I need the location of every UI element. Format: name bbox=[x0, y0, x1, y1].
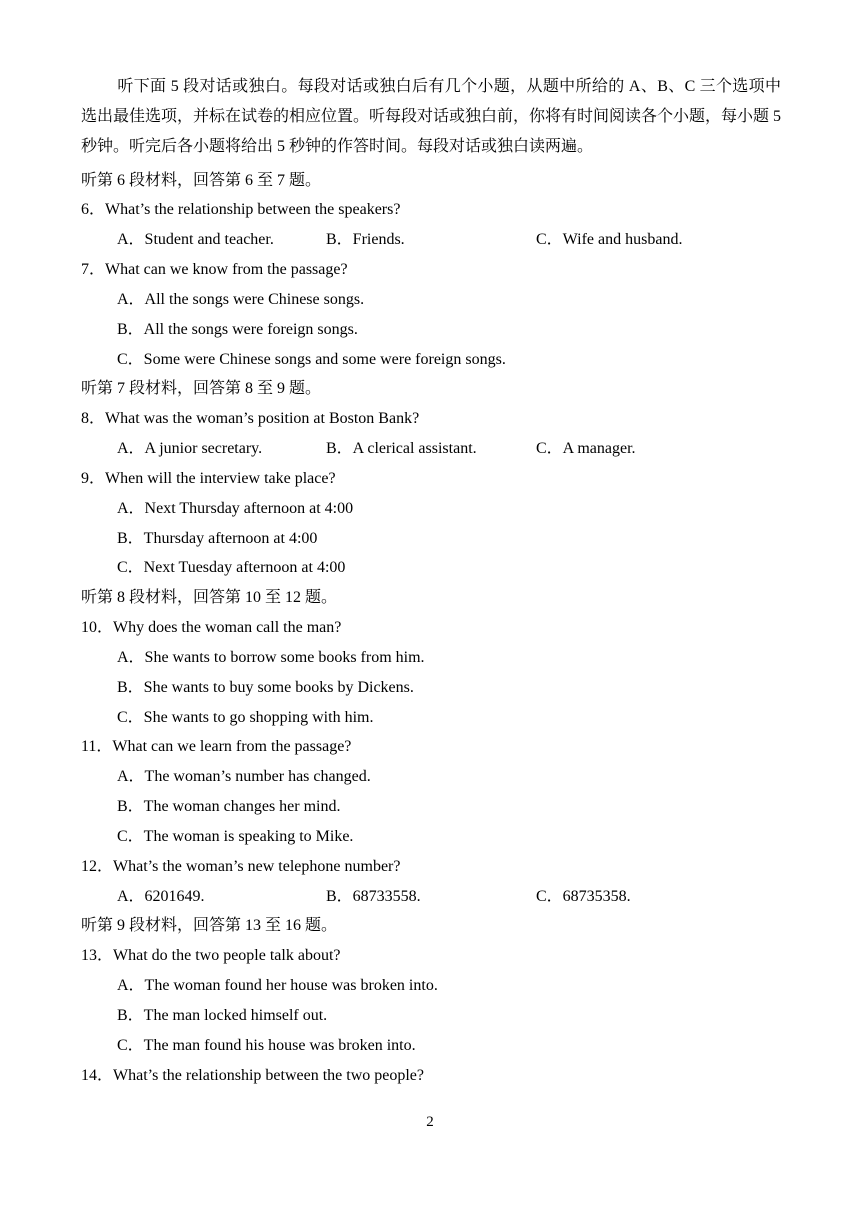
question-13: 13．What do the two people talk about? bbox=[81, 947, 341, 964]
option-9a: A．Next Thursday afternoon at 4:00 bbox=[117, 500, 354, 517]
option-13b: B．The man locked himself out. bbox=[117, 1007, 328, 1024]
question-10: 10．Why does the woman call the man? bbox=[81, 619, 342, 636]
section-heading: 听第 8 段材料，回答第 10 至 12 题。 bbox=[81, 589, 338, 606]
option-10a: A．She wants to borrow some books from him. bbox=[117, 649, 425, 666]
option-13a: A．The woman found her house was broken into. bbox=[117, 977, 438, 994]
option-8c: C．A manager. bbox=[536, 440, 636, 457]
option-12c: C．68735358. bbox=[536, 888, 631, 905]
option-6c: C．Wife and husband. bbox=[536, 231, 683, 248]
option-9b: B．Thursday afternoon at 4:00 bbox=[117, 530, 318, 547]
question-8: 8．What was the woman’s position at Boston Bank? bbox=[81, 410, 420, 427]
question-7: 7．What can we know from the passage? bbox=[81, 261, 348, 278]
option-12b: B．68733558. bbox=[326, 888, 421, 905]
option-11c: C．The woman is speaking to Mike. bbox=[117, 828, 354, 845]
question-6: 6．What’s the relationship between the speakers? bbox=[81, 201, 401, 218]
option-10c: C．She wants to go shopping with him. bbox=[117, 709, 374, 726]
option-11b: B．The woman changes her mind. bbox=[117, 798, 341, 815]
option-13c: C．The man found his house was broken into. bbox=[117, 1037, 416, 1054]
option-10b: B．She wants to buy some books by Dickens. bbox=[117, 679, 414, 696]
question-14: 14．What’s the relationship between the two people? bbox=[81, 1067, 425, 1084]
question-11: 11．What can we learn from the passage? bbox=[81, 738, 352, 755]
option-7c: C．Some were Chinese songs and some were foreign songs. bbox=[117, 351, 506, 368]
section-heading: 听第 7 段材料，回答第 8 至 9 题。 bbox=[81, 380, 322, 397]
option-9c: C．Next Tuesday afternoon at 4:00 bbox=[117, 559, 346, 576]
option-11a: A．The woman’s number has changed. bbox=[117, 768, 371, 785]
option-8b: B．A clerical assistant. bbox=[326, 440, 477, 457]
option-6b: B．Friends. bbox=[326, 231, 405, 248]
option-6a: A．Student and teacher. bbox=[117, 231, 274, 248]
section-heading: 听第 6 段材料，回答第 6 至 7 题。 bbox=[81, 172, 322, 189]
option-7a: A．All the songs were Chinese songs. bbox=[117, 291, 365, 308]
option-12a: A．6201649. bbox=[117, 888, 205, 905]
question-12: 12．What’s the woman’s new telephone number? bbox=[81, 858, 401, 875]
page-number: 2 bbox=[426, 1114, 434, 1130]
question-9: 9．When will the interview take place? bbox=[81, 470, 336, 487]
option-8a: A．A junior secretary. bbox=[117, 440, 263, 457]
listening-instructions: 听下面 5 段对话或独白。每段对话或独白后有几个小题，从题中所给的 A、B、C 三个选项中选出最佳选项，并标在试卷的相应位置。听每段对话或独白前，你将有时间阅读各个小题，每小题 5 秒钟。听完后各小题将给出 5 秒钟的作答时间。每段对话或独白读两遍。 bbox=[81, 78, 782, 155]
section-heading: 听第 9 段材料，回答第 13 至 16 题。 bbox=[81, 917, 338, 934]
option-7b: B．All the songs were foreign songs. bbox=[117, 321, 358, 338]
